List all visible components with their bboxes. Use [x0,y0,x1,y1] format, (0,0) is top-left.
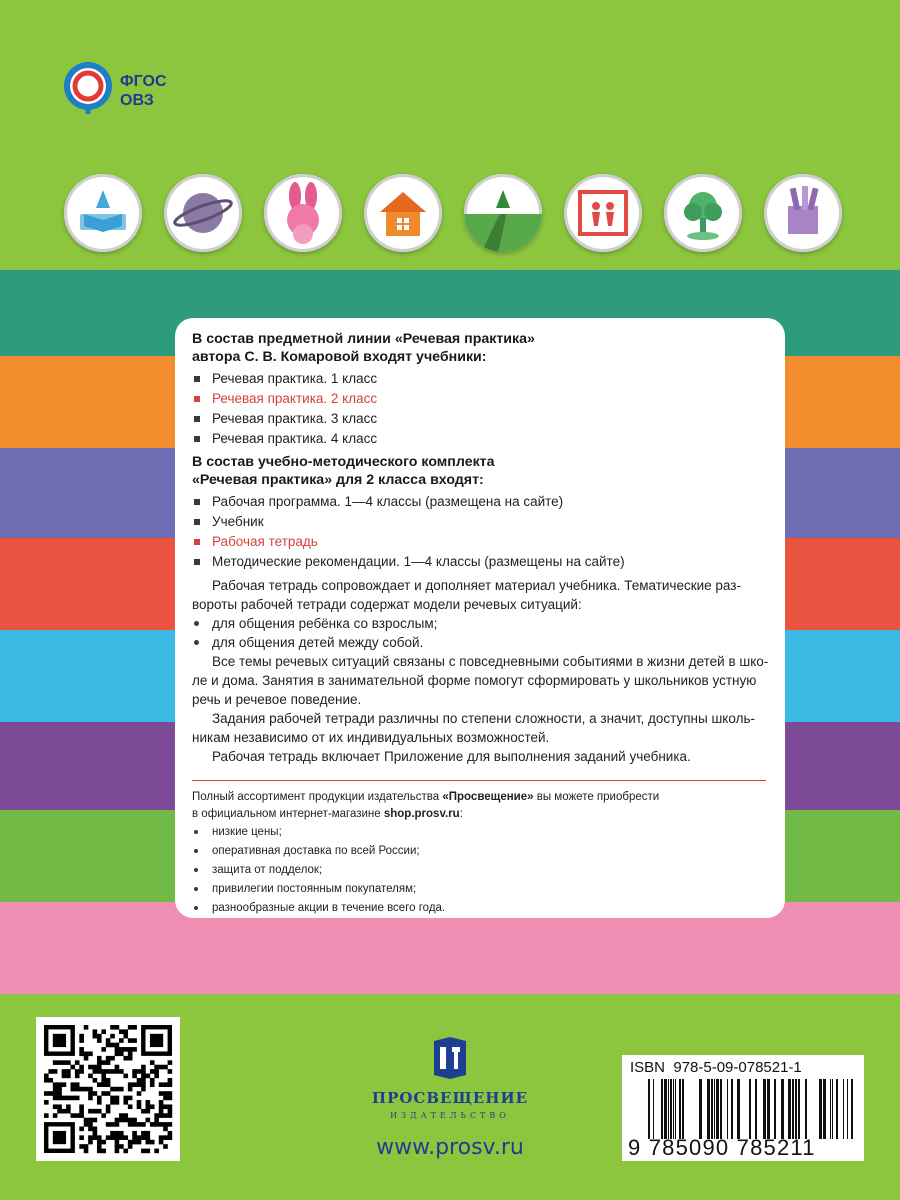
kit-list [192,492,782,572]
textbooks-heading-line-2: автора С. В. Комаровой входят учебники: [192,349,487,365]
isbn-barcode-box [622,1055,864,1161]
fgos-emblem-icon [62,58,118,114]
description-paragraph: Рабочая тетрадь включает Приложение для выполнения заданий учебника. [212,749,691,764]
description-paragraph: Рабочая тетрадь сопровождает и дополняет материал учебника. Тематические раз- [212,578,741,593]
publisher-logo-icon [430,1035,470,1079]
list-item: для общения ребёнка со взрослым; [192,614,782,633]
list-item: для общения детей между собой. [192,633,782,652]
tree-icon [664,174,742,252]
description-paragraph: никам независимо от их индивидуальных возможностей. [192,730,550,745]
divider [192,780,766,781]
shop-link[interactable]: shop.prosv.ru [383,808,460,820]
description-paragraph: Задания рабочей тетради различны по степени сложности, а значит, доступны школь- [212,711,755,726]
situations-list [192,614,782,652]
list-item: Методические рекомендации. 1—4 классы (размещены на сайте) [192,552,782,572]
book-icon [64,174,142,252]
benefits-list [192,823,772,918]
list-item: оперативная доставка по всей России; [192,842,772,861]
list-item: Речевая практика. 3 класс [192,409,782,429]
house-icon [364,174,442,252]
publisher-block [300,1035,600,1165]
shop-text-line-1: Полный ассортимент продукции издательства «Просвещение» вы можете приобрести [192,791,660,803]
list-item: защита от подделок; [192,861,772,880]
planet-icon [164,174,242,252]
list-item-highlighted: Речевая практика. 2 класс [192,389,782,409]
list-item: Учебник [192,512,782,532]
qr-code [36,1017,180,1161]
textbooks-list [192,369,782,449]
topic-icons-row [64,174,844,258]
logo-line-2: ОВЗ [120,92,154,109]
fgos-logo [62,58,192,118]
logo-line-1: ФГОС [120,73,167,90]
list-item: Речевая практика. 1 класс [192,369,782,389]
description-paragraph: ле и дома. Занятия в занимательной форме помогут сформировать у школьников устную [192,673,757,688]
isbn-label: ISBN 978-5-09-078521-1 [630,1059,802,1076]
shop-text-line-2: в официальном интернет-магазине shop.prosv.ru: [192,808,463,820]
children-picture-icon [564,174,642,252]
description-paragraph: вороты рабочей тетради содержат модели речевых ситуаций: [192,597,582,612]
textbooks-heading-line-1: В состав предметной линии «Речевая практика» [192,331,535,347]
list-item-highlighted: Рабочая тетрадь [192,532,782,552]
barcode [646,1079,856,1139]
list-item: низкие цены; [192,823,772,842]
description-paragraph: речь и речевое поведение. [192,692,362,707]
publisher-subtitle: ИЗДАТЕЛЬСТВО [390,1111,510,1120]
list-item: Речевая практика. 4 класс [192,429,782,449]
pencils-icon [764,174,842,252]
list-item: Рабочая программа. 1—4 классы (размещена на сайте) [192,492,782,512]
publisher-name: ПРОСВЕЩЕНИЕ [371,1089,529,1107]
shop-section [192,789,772,918]
kit-heading-line-1: В состав учебно-методического комплекта [192,454,495,470]
road-icon [464,174,542,252]
kit-heading-line-2: «Речевая практика» для 2 класса входят: [192,472,484,488]
barcode-digits: 9 785090 785211 [628,1135,816,1160]
bunny-icon [264,174,342,252]
description-paragraph: Все темы речевых ситуаций связаны с повседневными событиями в жизни детей в шко- [212,654,769,669]
list-item: привилегии постоянным покупателям; [192,880,772,899]
publisher-url[interactable]: www.prosv.ru [376,1135,524,1160]
info-card [175,318,785,918]
list-item: разнообразные акции в течение всего года. [192,899,772,918]
